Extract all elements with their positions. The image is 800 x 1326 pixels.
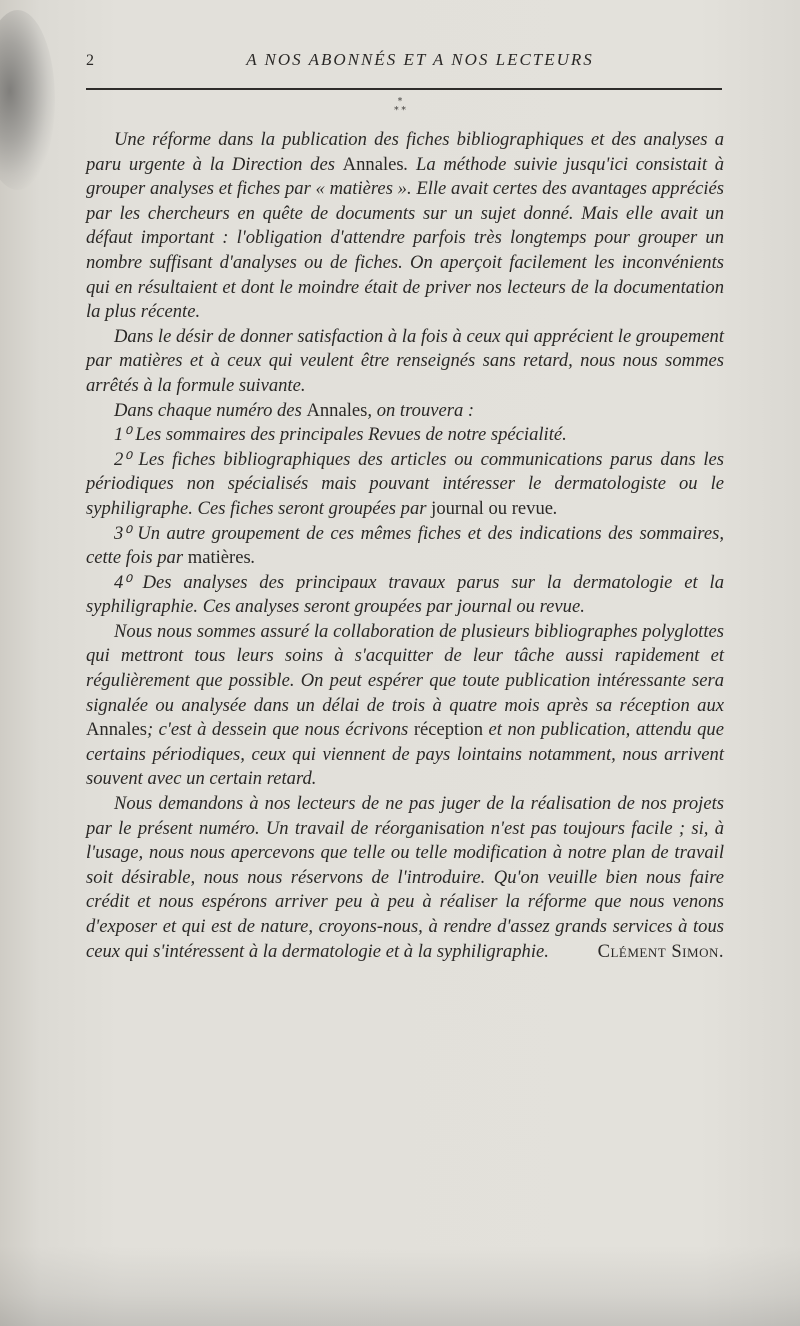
paper-crease <box>0 1246 800 1326</box>
article-body <box>86 128 724 964</box>
author-signature: Clément Simon. <box>597 940 724 962</box>
list-item-3: 3⁰ Un autre groupement de ces mêmes fiches et des indications des sommaires, cette fois par matières. <box>86 522 724 569</box>
list-item-1: 1⁰ Les sommaires des principales Revues de notre spécialité. <box>114 424 567 446</box>
page-number: 2 <box>86 52 94 69</box>
list-item-2: 2⁰ Les fiches bibliographiques des articles ou communications parus dans les périodiques non spécialisés mais pouvant intéresser le dermatologiste ou le syphiligraphe. Ces fiches seront groupées par journal ou revue. <box>86 448 724 519</box>
paragraph-collaboration: Nous nous sommes assuré la collaboration de plusieurs bibliographes polyglottes qui mettront tous leurs soins à s'acquitter de leur tâche aussi rapidement et régulièrement que possible. On peut espérer que toute publication intéressante sera signalée ou analysée dans un délai de trois à quatre mois après sa réception aux Annales; c'est à dessein que nous écrivons réception et non publication, attendu que certains périodiques, ceux qui viennent de pays lointains notamment, nous arrivent souvent avec un certain retard. <box>86 620 724 790</box>
paragraph-contents: Dans chaque numéro des Annales, on trouvera : <box>114 399 475 421</box>
library-stamp <box>0 10 55 190</box>
journal-name: Annales <box>342 153 404 175</box>
running-title: A NOS ABONNÉS ET A NOS LECTEURS <box>246 50 594 69</box>
header-rule <box>86 88 722 90</box>
paragraph-formula: Dans le désir de donner satisfaction à la fois à ceux qui apprécient le groupement par matières et à ceux qui veulent être renseignés sans retard, nous nous sommes arrêtés à la formule suivante. <box>86 325 724 396</box>
asterism: * * * <box>394 97 406 116</box>
list-item-4: 4⁰ Des analyses des principaux travaux parus sur la dermatologie et la syphiligraphie. Ces analyses seront groupées par journal ou revue. <box>86 571 724 618</box>
paragraph-request: Nous demandons à nos lecteurs de ne pas juger de la réalisation de nos projets par le présent numéro. Un travail de réorganisation n'est pas toujours facile ; si, à l'usage, nous nous apercevons que telle ou telle modification à notre plan de travail soit désirable, nous nous réservons de l'introduire. Qu'on veuille bien nous faire crédit et nous espérons arriver peu à peu à réaliser la réforme que nous venons d'exposer et qui est de nature, croyons-nous, à rendre d'assez grands services à tous ceux qui s'intéressent à la dermatologie et à la syphiligraphie. Clément Simon. <box>86 792 724 964</box>
journal-name: Annales <box>306 399 368 421</box>
paragraph-reform: Une réforme dans la publication des fiches bibliographiques et des analyses a paru urgente à la Direction des Annales. La méthode suivie jusqu'ici consistait à grouper analyses et fiches par « matières ». Elle avait certes des avantages appréciés par les chercheurs en quête de documents sur un sujet donné. Mais elle avait un défaut important : l'obligation d'attendre parfois très longtemps pour grouper un nombre suffisant d'analyses ou de fiches. On aperçoit facilement les inconvénients qui en résultaient et dont le moindre était de priver nos lecteurs de la documentation la plus récente. <box>86 129 724 323</box>
